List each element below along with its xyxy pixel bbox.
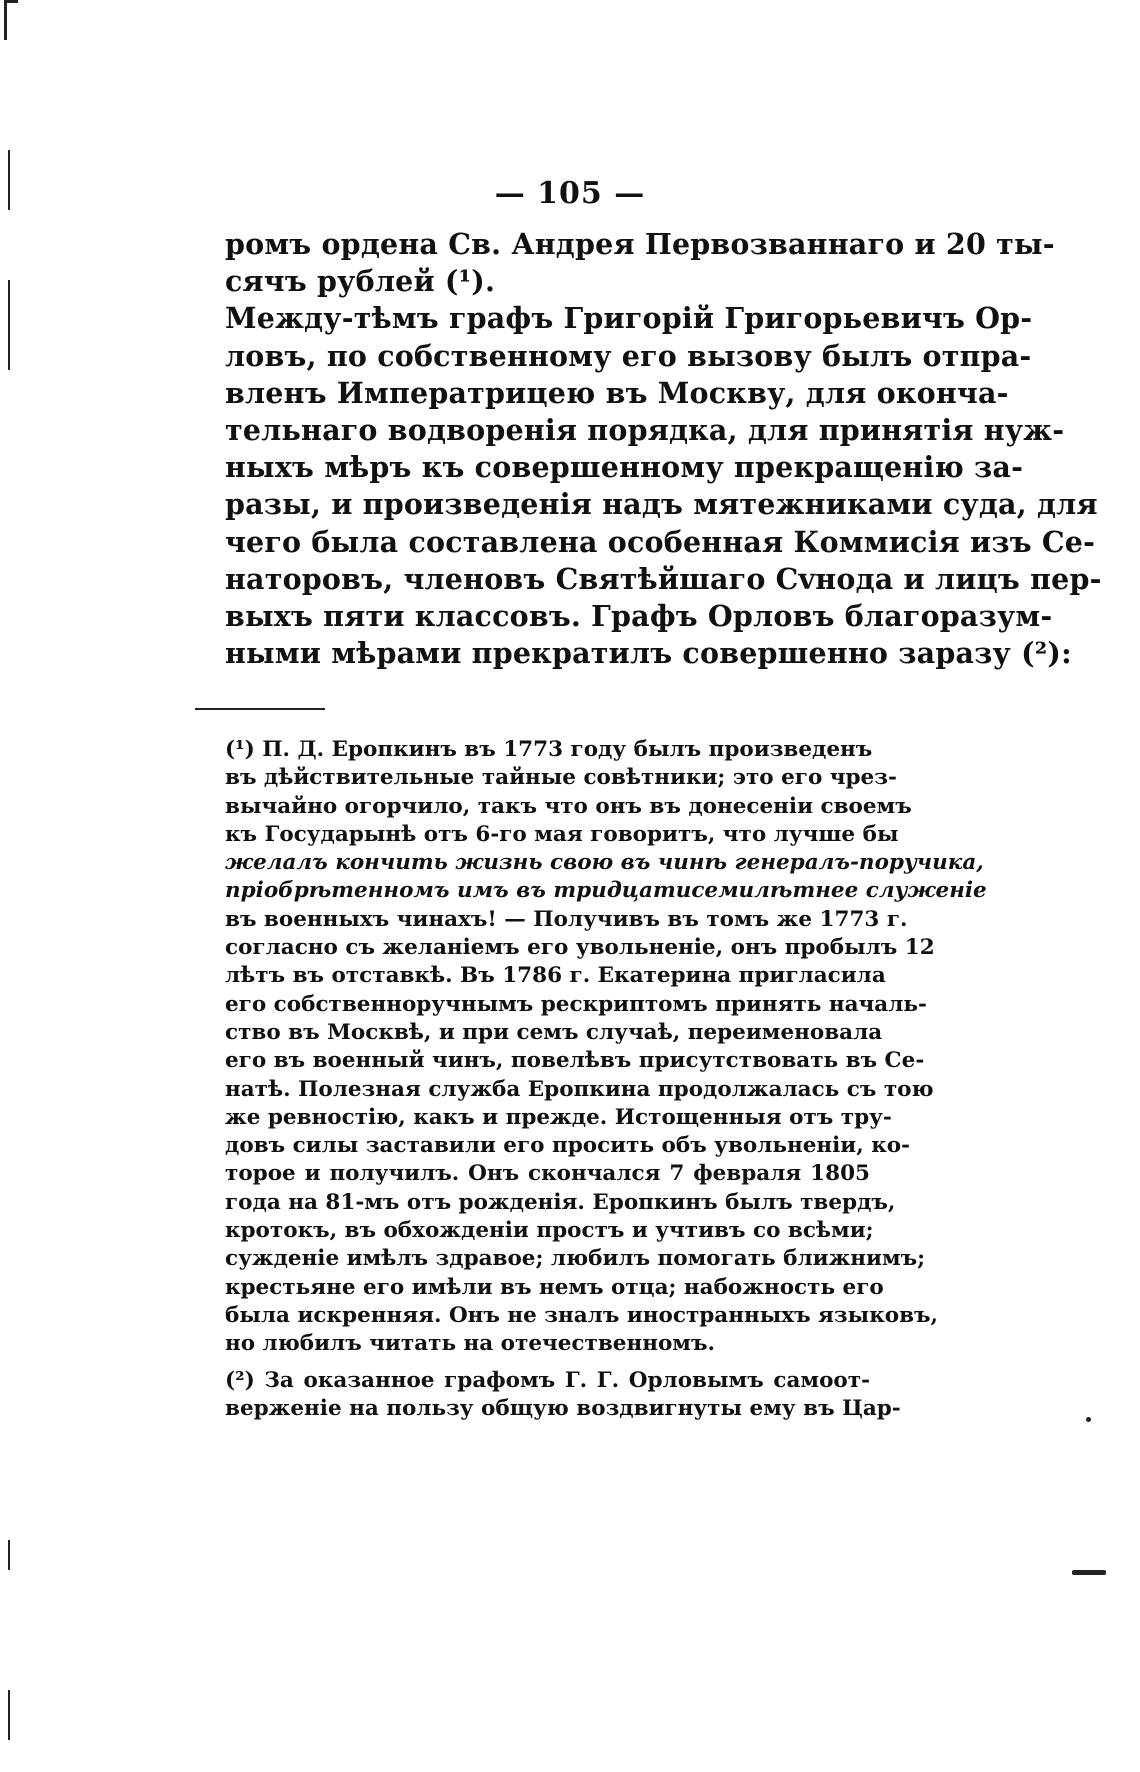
footnote-1-line: вычайно огорчило, такъ что онъ въ донесеніи своемъ [225, 793, 912, 819]
scan-edge-mark [4, 0, 18, 3]
footnote-1-line: пріобрѣтенномъ имъ въ тридцатисемилѣтнее служеніе [225, 878, 987, 904]
footnote-1-line: же ревностію, какъ и прежде. Истощенныя отъ тру- [225, 1104, 892, 1130]
footnote-1-line: его въ военный чинъ, повелѣвъ присутствовать въ Се- [225, 1048, 925, 1074]
main-text-line: выхъ пяти классовъ. Графъ Орловъ благоразум- [225, 598, 1053, 633]
main-text-line: сячъ рублей (¹). [225, 264, 496, 299]
footnotes [225, 736, 987, 1423]
main-text-line: ловъ, по собственному его вызову былъ отпра- [225, 338, 1032, 373]
footnote-1-line: сужденіе имѣлъ здравое; любилъ помогать ближнимъ; [225, 1246, 926, 1272]
main-text-line: ныхъ мѣръ къ совершенному прекращенію за- [225, 450, 1024, 485]
footnote-1-line: его собственноручнымъ рескриптомъ принять началь- [225, 991, 927, 1017]
scan-edge-mark [1072, 1570, 1106, 1575]
footnote-2-line: верженіе на пользу общую воздвигнуты ему въ Цар- [225, 1395, 901, 1421]
footnote-1-line: была искренняя. Онъ не зналъ иностранныхъ языковъ, [225, 1302, 938, 1328]
footnote-1-line: въ дѣйствительные тайные совѣтники; это его чрез- [225, 765, 897, 791]
footnote-1-line: но любилъ читать на отечественномъ. [225, 1331, 715, 1357]
main-text-line: ными мѣрами прекратилъ совершенно заразу (²): [225, 636, 1072, 671]
scan-edge-mark [1086, 1417, 1091, 1422]
footnote-2-line: (²) За оказанное графомъ Г. Г. Орловымъ самоот- [225, 1367, 870, 1393]
footnote-rule [195, 708, 325, 710]
page-number: — 105 — [494, 176, 646, 211]
footnote-1-line: торое и получилъ. Онъ скончался 7 февраля 1805 [225, 1161, 870, 1187]
main-text-line: чего была составлена особенная Коммисія изъ Се- [225, 524, 1096, 559]
main-text-line: Между-тѣмъ графъ Григорій Григорьевичъ Ор- [225, 301, 1033, 336]
footnote-1-line: желалъ кончить жизнь свою въ чинѣ генералъ-поручика, [225, 850, 984, 876]
main-text-line: тельнаго водворенія порядка, для принятія нуж- [225, 412, 1065, 447]
main-text-line: разы, и произведенія надъ мятежниками суда, для [225, 487, 1098, 522]
scan-edge-mark [8, 150, 10, 210]
footnote-1-line: ство въ Москвѣ, и при семъ случаѣ, переименовала [225, 1019, 883, 1045]
footnote-1-line: (¹) П. Д. Еропкинъ въ 1773 году былъ произведенъ [225, 737, 873, 762]
footnote-1-line: согласно съ желаніемъ его увольненіе, онъ пробылъ 12 [225, 935, 935, 961]
main-text-line: ромъ ордена Св. Андрея Первозваннаго и 20 ты- [225, 227, 1055, 261]
footnote-1-line: крестьяне его имѣли въ немъ отца; набожность его [225, 1274, 884, 1300]
scan-edge-mark [8, 1540, 10, 1570]
scan-edge-mark [4, 0, 7, 40]
footnote-1-line: натѣ. Полезная служба Еропкина продолжалась съ тою [225, 1076, 934, 1102]
main-text-line: наторовъ, членовъ Святѣйшаго Сvнода и лицъ пер- [225, 561, 1102, 596]
footnote-1-line: кротокъ, въ обхожденіи простъ и учтивъ со всѣми; [225, 1218, 874, 1244]
footnote-1-line: къ Государынѣ отъ 6-го мая говоритъ, что лучше бы [225, 821, 899, 847]
footnote-1-line: лѣтъ въ отставкѣ. Въ 1786 г. Екатерина пригласила [225, 963, 886, 989]
main-text [225, 226, 1102, 672]
footnote-1-line: года на 81-мъ отъ рожденія. Еропкинъ былъ твердъ, [225, 1189, 896, 1215]
footnote-gap [225, 1359, 870, 1367]
footnote-1-line: въ военныхъ чинахъ! — Получивъ въ томъ же 1773 г. [225, 906, 908, 932]
main-text-line: вленъ Императрицею въ Москву, для оконча- [225, 375, 1009, 410]
footnote-1-line: довъ силы заставили его просить объ увольненіи, ко- [225, 1133, 910, 1159]
scan-edge-mark [8, 1690, 10, 1740]
scan-edge-mark [8, 280, 10, 370]
